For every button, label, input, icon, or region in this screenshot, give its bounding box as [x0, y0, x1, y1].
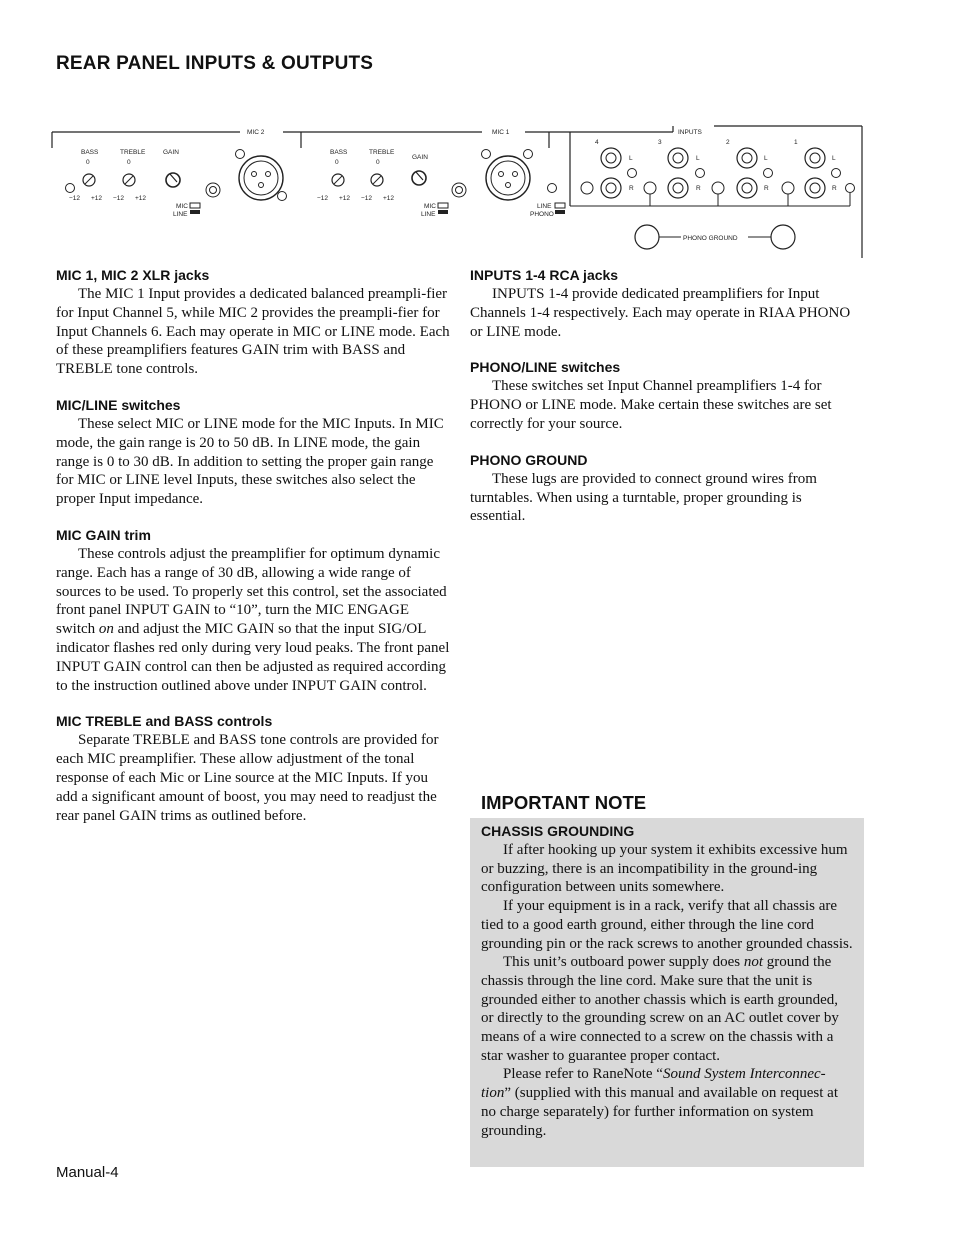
input-4-right-rca[interactable]: [601, 178, 621, 198]
section-body: These controls adjust the preamplifier for optimum dynamic range. Each has a range of 30 dB, allowing a wide range of sources to be used. To properly set this control, set the associated front panel INPUT GAIN to “10”, turn the MIC ENGAGE switch on and adjust the MIC GAIN so that the input SIG/OL indicator flashes red only during very loud peaks. The front panel INPUT GAIN control can then be adjusted as required according to the instruction outlined above under INPUT GAIN control.: [56, 545, 450, 694]
phono-ground-lug-left[interactable]: [635, 225, 659, 249]
screw-icon: [628, 169, 637, 178]
mic1-switch-mic: MIC: [424, 203, 436, 210]
important-note-title: IMPORTANT NOTE: [481, 792, 647, 813]
screw-icon: [782, 182, 794, 194]
important-note-content: [481, 822, 853, 1140]
mic2-treble-label: TREBLE: [120, 149, 146, 156]
screw-icon: [696, 169, 705, 178]
screw-icon: [278, 192, 287, 201]
input-3-right-rca[interactable]: [668, 178, 688, 198]
note-paragraph: This unit’s outboard power supply does not ground the chassis through the line cord. Make sure that the unit is grounded either to another chassis which is earth grounded, or directly to the grounding screw on an AC outlet cover by means of a wire connected to a screw on the chassis with a star washer to guarantee proper contact.: [481, 954, 839, 1064]
section-phono-line-switches: [470, 358, 855, 433]
screw-icon: [581, 182, 593, 194]
mic1-label: MIC 1: [492, 129, 510, 136]
mic2-bass-min: −12: [69, 195, 81, 202]
screw-icon: [548, 184, 557, 193]
panel-frame: [52, 126, 862, 258]
mic1-switch-line: LINE: [421, 211, 436, 218]
screw-icon: [832, 169, 841, 178]
inputs-switch-line: LINE: [537, 203, 552, 210]
input-4-left-rca[interactable]: [601, 148, 621, 168]
screw-icon: [644, 182, 656, 194]
input-2-number: 2: [726, 139, 730, 146]
input-2-right-rca[interactable]: [737, 178, 757, 198]
section-body: These switches set Input Channel preamplifiers 1-4 for PHONO or LINE mode. Make certain these switches are set correctly for your source.: [470, 378, 832, 432]
input-1-right-label: R: [832, 185, 837, 192]
mic2-treble-min: −12: [113, 195, 125, 202]
mic1-bass-zero: 0: [335, 159, 339, 166]
input-1-number: 1: [794, 139, 798, 146]
mic1-mic-line-switch[interactable]: [438, 203, 448, 208]
mic1-bass-min: −12: [317, 195, 329, 202]
page-title: REAR PANEL INPUTS & OUTPUTS: [56, 53, 374, 74]
section-body: The MIC 1 Input provides a dedicated balanced preampli-fier for Input Channel 5, while MIC 2 provides the preampli-fier for Input Channels 6. Each may operate in MIC or LINE mode. Each of these preamplifiers features GAIN trim with BASS and TREBLE tone controls.: [56, 286, 450, 378]
screw-icon: [846, 184, 855, 193]
section-inputs-rca: [470, 266, 855, 341]
screw-icon: [524, 150, 533, 159]
screw-icon: [66, 184, 75, 193]
mic1-bass-max: +12: [339, 195, 351, 202]
input-1-left-rca[interactable]: [805, 148, 825, 168]
input-2-left-rca[interactable]: [737, 148, 757, 168]
section-mic-treble-bass: [56, 712, 451, 825]
section-body: These select MIC or LINE mode for the MIC Inputs. In MIC mode, the gain range is 20 to 50 dB. In LINE mode, the gain range is 0 to 30 dB. In addition to setting the proper gain range for MIC or LINE level Inputs, these switches also select the proper Input impedance.: [56, 415, 444, 508]
section-body: These lugs are provided to connect ground wires from turntables. When using a turntable, proper grounding is essential.: [470, 470, 817, 525]
input-1-left-label: L: [832, 155, 836, 162]
note-paragraph: If after hooking up your system it exhibits excessive hum or buzzing, there is an incompatibility in the ground-ing configuration between units somewhere.: [481, 842, 848, 896]
screw-icon: [482, 150, 491, 159]
mic1-treble-zero: 0: [376, 159, 380, 166]
section-heading: MIC/LINE switches: [56, 396, 181, 413]
mic2-bass-label: BASS: [81, 149, 99, 156]
section-heading: MIC 1, MIC 2 XLR jacks: [56, 267, 210, 283]
input-2-left-label: L: [764, 155, 768, 162]
inputs-switch-phono: PHONO: [530, 211, 554, 218]
rear-panel-diagram: [50, 118, 870, 262]
mic2-label: MIC 2: [247, 129, 265, 136]
mic1-gain-trim[interactable]: [412, 171, 426, 185]
section-mic-line-switches: [56, 396, 451, 509]
section-heading: INPUTS 1-4 RCA jacks: [470, 267, 619, 283]
section-body: INPUTS 1-4 provide dedicated preamplifiers for Input Channels 1-4 respectively. Each may operate in RIAA PHONO or LINE mode.: [470, 286, 851, 340]
section-heading: PHONO/LINE switches: [470, 359, 621, 376]
phono-ground-lug-right[interactable]: [771, 225, 795, 249]
left-column: [56, 266, 451, 842]
input-3-left-label: L: [696, 155, 700, 162]
mic1-gain-label: GAIN: [412, 154, 428, 161]
page-number: Manual-4: [56, 1164, 119, 1181]
phono-ground-label: PHONO GROUND: [683, 235, 738, 242]
mic2-switch-line: LINE: [173, 211, 188, 218]
note-heading: CHASSIS GROUNDING: [481, 823, 635, 839]
input-1-jacks: [782, 148, 855, 198]
mic2-gain-trim[interactable]: [166, 173, 180, 187]
mic1-bass-label: BASS: [330, 149, 348, 156]
inputs-label: INPUTS: [678, 129, 702, 136]
mic1-treble-min: −12: [361, 195, 373, 202]
input-4-number: 4: [595, 139, 599, 146]
mic2-treble-max: +12: [135, 195, 147, 202]
mic2-ground-lug: [206, 183, 220, 197]
input-1-right-rca[interactable]: [805, 178, 825, 198]
input-2-right-label: R: [764, 185, 769, 192]
note-paragraph: If your equipment is in a rack, verify that all chassis are tied to a good earth ground, either through the line cord grounding pin or the rack screws to another grounded chassis.: [481, 898, 853, 952]
inputs-section: [530, 139, 855, 249]
mic1-ground-lug: [452, 183, 466, 197]
section-body: Separate TREBLE and BASS tone controls are provided for each MIC preamplifier. These allow adjustment of the tonal response of each Mic or Line source at the MIC Inputs. If you add a significant amount of boost, you may need to readjust the rear panel GAIN trims as outlined before.: [56, 732, 439, 824]
mic2-mic-line-switch[interactable]: [190, 203, 200, 208]
mic2-xlr-jack[interactable]: [239, 156, 283, 200]
section-mic-gain-trim: [56, 526, 451, 695]
section-phono-ground: [470, 451, 855, 526]
screw-icon: [764, 169, 773, 178]
screw-icon: [236, 150, 245, 159]
section-mic-xlr: [56, 266, 451, 379]
mic1-treble-label: TREBLE: [369, 149, 395, 156]
section-heading: MIC GAIN trim: [56, 526, 151, 543]
mic1-treble-max: +12: [383, 195, 395, 202]
mic2-bass-zero: 0: [86, 159, 90, 166]
mic2-gain-label: GAIN: [163, 149, 179, 156]
input-4-left-label: L: [629, 155, 633, 162]
section-heading: PHONO GROUND: [470, 451, 588, 468]
right-column: [470, 266, 855, 543]
mic2-treble-zero: 0: [127, 159, 131, 166]
input-3-left-rca[interactable]: [668, 148, 688, 168]
input-3-number: 3: [658, 139, 662, 146]
note-paragraph: Please refer to RaneNote “Sound System Interconnec-tion” (supplied with this manual and available on request at no charge separately) for further information on system grounding.: [481, 1066, 838, 1139]
mic1-section: [317, 149, 557, 218]
section-heading: MIC TREBLE and BASS controls: [56, 713, 273, 730]
mic1-xlr-jack[interactable]: [486, 156, 530, 200]
screw-icon: [712, 182, 724, 194]
input-4-right-label: R: [629, 185, 634, 192]
phono-line-switch[interactable]: [555, 203, 565, 208]
input-3-right-label: R: [696, 185, 701, 192]
important-note-box: [470, 818, 864, 1167]
mic2-switch-mic: MIC: [176, 203, 188, 210]
mic2-bass-max: +12: [91, 195, 103, 202]
mic2-section: [66, 149, 287, 218]
